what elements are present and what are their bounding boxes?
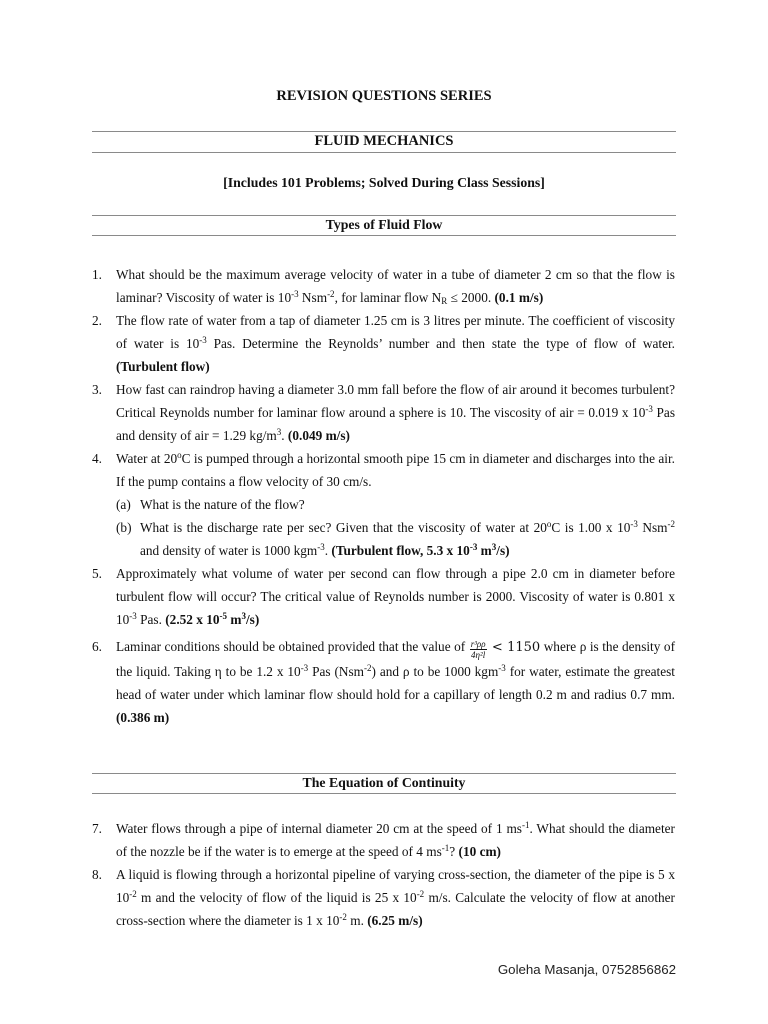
subject-title: FLUID MECHANICS <box>314 133 454 149</box>
question-3: 3. How fast can raindrop having a diameter 3.0 mm fall before the flow of air around it becomes turbulent? Critical Reynolds number for laminar flow around a sphere is 10. The viscosity of air = 0.019 x $10^{-3}$ Pas and density of air = 1.29 $kg/m^3$. (0.049 m/s) <box>92 378 675 447</box>
question-number: 1. <box>92 267 102 282</box>
question-5: 5. Approximately what volume of water per second can flow through a pipe 2.0 cm in diameter before turbulent flow will occur? The critical value of Reynolds number is 2000. Viscosity of water is 0.801 x $10^{-3}$ Pas. (2.52 x $10^{-5}$ $m^3/s$) <box>92 562 675 631</box>
answer: (Turbulent flow, 5.3 x $10^{-3}$ $m^3/s$) <box>331 542 510 558</box>
question-number: 3. <box>92 382 102 397</box>
answer: (6.25 m/s) <box>367 913 423 928</box>
rule-bottom <box>92 152 676 153</box>
fraction-formula: $\frac{\text{r³ρρ}}{\text{4η²l}}$ <box>470 639 486 660</box>
question-list-fluid-flow <box>92 263 675 729</box>
answer: (0.386 m) <box>116 710 170 725</box>
answer: (0.049 m/s) <box>287 428 350 443</box>
section-rule-bottom <box>92 235 676 236</box>
question-number: 7. <box>92 821 102 836</box>
question-number: 5. <box>92 566 102 581</box>
question-number: 8. <box>92 867 102 882</box>
question-4: 4. Water at 20$^o$C is pumped through a horizontal smooth pipe 15 cm in diameter and discharges into the air. If the pump contains a flow velocity of 30 cm/s. (a) What is the nature of the flow? (b) What is the discharge rate per sec? Given that the viscosity of water at 20$^o$C is 1.00 x $10^{-3}$ Nsm$^{-2}$ and density of water is 1000 kgm$^{-3}$. (Turbulent flow, 5.3 x $10^{-3}$ $m^3/s$) <box>92 447 675 562</box>
question-list-continuity <box>92 817 675 932</box>
footer-author: Goleha Masanja, 0752856862 <box>497 962 676 977</box>
question-2: 2. The flow rate of water from a tap of diameter 1.25 cm is 3 litres per minute. The coefficient of viscosity of water is $10^{-3}$ Pas. Determine the Reynolds’ number and then state the type of flow of water. (Turbulent flow) <box>92 309 675 378</box>
section-rule-top <box>92 215 676 216</box>
series-title: REVISION QUESTIONS SERIES <box>276 88 492 104</box>
question-8: 8. A liquid is flowing through a horizontal pipeline of varying cross-section, the diameter of the pipe is 5 x $10^{-2}$ m and the velocity of flow of the liquid is 25 x $10^{-2}$ m/s. Calculate the velocity of flow at another cross-section where the diameter is 1 x $10^{-2}$ m. (6.25 m/s) <box>92 863 675 932</box>
answer: (10 cm) <box>458 844 501 859</box>
section-heading-continuity: The Equation of Continuity <box>302 775 466 790</box>
section2-rule-bottom <box>92 793 676 794</box>
question-number: 6. <box>92 639 102 654</box>
question-number: 4. <box>92 451 102 466</box>
section-heading-fluid-flow: Types of Fluid Flow <box>325 217 443 232</box>
problems-note: [Includes 101 Problems; Solved During Class Sessions] <box>223 175 545 190</box>
question-6: 6. Laminar conditions should be obtained provided that the value of $\frac{\text{r³ρρ}}{\text{4η²l}}$ < 1150 where ρ is the density of the liquid. Taking η to be 1.2 x $10^{-3}$ Pas (Nsm$^{-2}$) and ρ to be 1000 kgm$^{-3}$ for water, estimate the greatest head of water under which laminar flow should hold for a capillary of length 0.2 m and radius 0.7 mm. (0.386 m) <box>92 635 675 729</box>
answer: (Turbulent flow) <box>116 359 210 374</box>
question-1: 1. What should be the maximum average velocity of water in a tube of diameter 2 cm so that the flow is laminar? Viscosity of water is $10^{-3}$ Nsm$^{-2}$, for laminar flow $N_R \le 2000$. (0.1 m/s) <box>92 263 675 309</box>
question-7: 7. Water flows through a pipe of internal diameter 20 cm at the speed of 1 $ms^{-1}$. What should the diameter of the nozzle be if the water is to emerge at the speed of 4 $ms^{-1}$? (10 cm) <box>92 817 675 863</box>
answer: (0.1 m/s) <box>494 290 544 305</box>
question-4-part-b: (b) What is the discharge rate per sec? Given that the viscosity of water at 20$^o$C is 1.00 x $10^{-3}$ Nsm$^{-2}$ and density of water is 1000 kgm$^{-3}$. (Turbulent flow, 5.3 x $10^{-3}$ $m^3/s$) <box>116 519 675 558</box>
question-number: 2. <box>92 313 102 328</box>
question-4-part-a: (a) What is the nature of the flow? <box>116 497 305 512</box>
rule-top <box>92 131 676 132</box>
section2-rule-top <box>92 773 676 774</box>
answer: (2.52 x $10^{-5}$ $m^3/s$) <box>165 611 260 627</box>
